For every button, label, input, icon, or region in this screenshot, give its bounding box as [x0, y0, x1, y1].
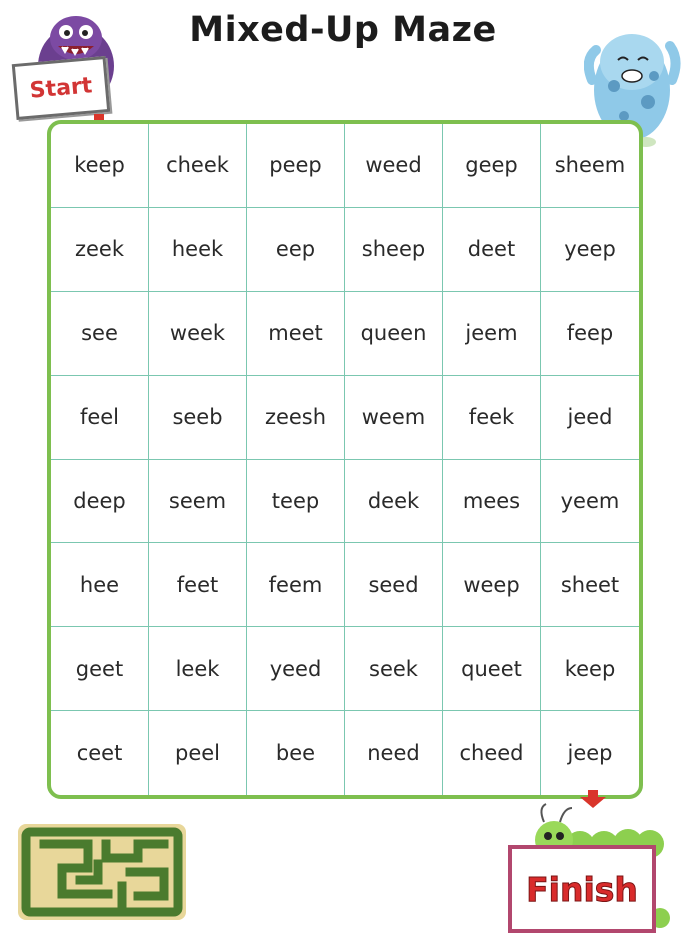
maze-cell[interactable]: bee [247, 711, 345, 795]
maze-cell[interactable]: seeb [149, 376, 247, 460]
maze-cell[interactable]: meet [247, 292, 345, 376]
maze-cell[interactable]: deep [51, 460, 149, 544]
maze-cell[interactable]: feet [149, 543, 247, 627]
maze-cell[interactable]: weed [345, 124, 443, 208]
maze-cell[interactable]: zeesh [247, 376, 345, 460]
maze-cell[interactable]: ceet [51, 711, 149, 795]
maze-cell[interactable]: eep [247, 208, 345, 292]
maze-cell[interactable]: peel [149, 711, 247, 795]
maze-cell[interactable]: jeed [541, 376, 639, 460]
maze-cell[interactable]: sheet [541, 543, 639, 627]
maze-cell[interactable]: seek [345, 627, 443, 711]
finish-sign [508, 845, 656, 933]
maze-cell[interactable]: keep [51, 124, 149, 208]
maze-cell[interactable]: feem [247, 543, 345, 627]
maze-cell[interactable]: deek [345, 460, 443, 544]
maze-cell[interactable]: geep [443, 124, 541, 208]
maze-cell[interactable]: week [149, 292, 247, 376]
maze-grid-frame [47, 120, 643, 799]
maze-cell[interactable]: seed [345, 543, 443, 627]
maze-cell[interactable]: sheem [541, 124, 639, 208]
maze-picture-icon [18, 824, 186, 920]
finish-label: Finish [526, 869, 638, 909]
maze-cell[interactable]: jeep [567, 741, 613, 766]
maze-cell[interactable]: teep [247, 460, 345, 544]
maze-cell[interactable]: see [51, 292, 149, 376]
maze-cell[interactable]: seem [149, 460, 247, 544]
maze-cell[interactable]: weep [443, 543, 541, 627]
maze-cell[interactable]: leek [149, 627, 247, 711]
maze-cell[interactable]: cheek [149, 124, 247, 208]
page-title: Mixed-Up Maze [189, 10, 497, 50]
maze-cell[interactable]: feel [51, 376, 149, 460]
maze-cell[interactable]: feek [443, 376, 541, 460]
maze-cell[interactable]: peep [247, 124, 345, 208]
maze-cell[interactable]: yeem [541, 460, 639, 544]
maze-cell[interactable]: jeem [443, 292, 541, 376]
maze-cell[interactable]: deet [443, 208, 541, 292]
start-sign [12, 56, 111, 120]
maze-cell[interactable]: zeek [51, 208, 149, 292]
maze-cell[interactable]: need [345, 711, 443, 795]
maze-cell[interactable]: cheed [443, 711, 541, 795]
maze-cell[interactable]: yeed [247, 627, 345, 711]
maze-cell[interactable]: keep [541, 627, 639, 711]
maze-cell[interactable]: queen [345, 292, 443, 376]
maze-cell[interactable]: mees [443, 460, 541, 544]
maze-cell[interactable]: yeep [541, 208, 639, 292]
maze-cell[interactable]: weem [345, 376, 443, 460]
maze-cell[interactable]: heek [149, 208, 247, 292]
maze-grid [51, 124, 639, 795]
maze-cell[interactable]: hee [51, 543, 149, 627]
maze-cell[interactable]: geet [51, 627, 149, 711]
maze-cell[interactable]: sheep [345, 208, 443, 292]
start-label: Start [28, 72, 94, 104]
maze-cell[interactable]: queet [443, 627, 541, 711]
maze-cell[interactable]: feep [541, 292, 639, 376]
